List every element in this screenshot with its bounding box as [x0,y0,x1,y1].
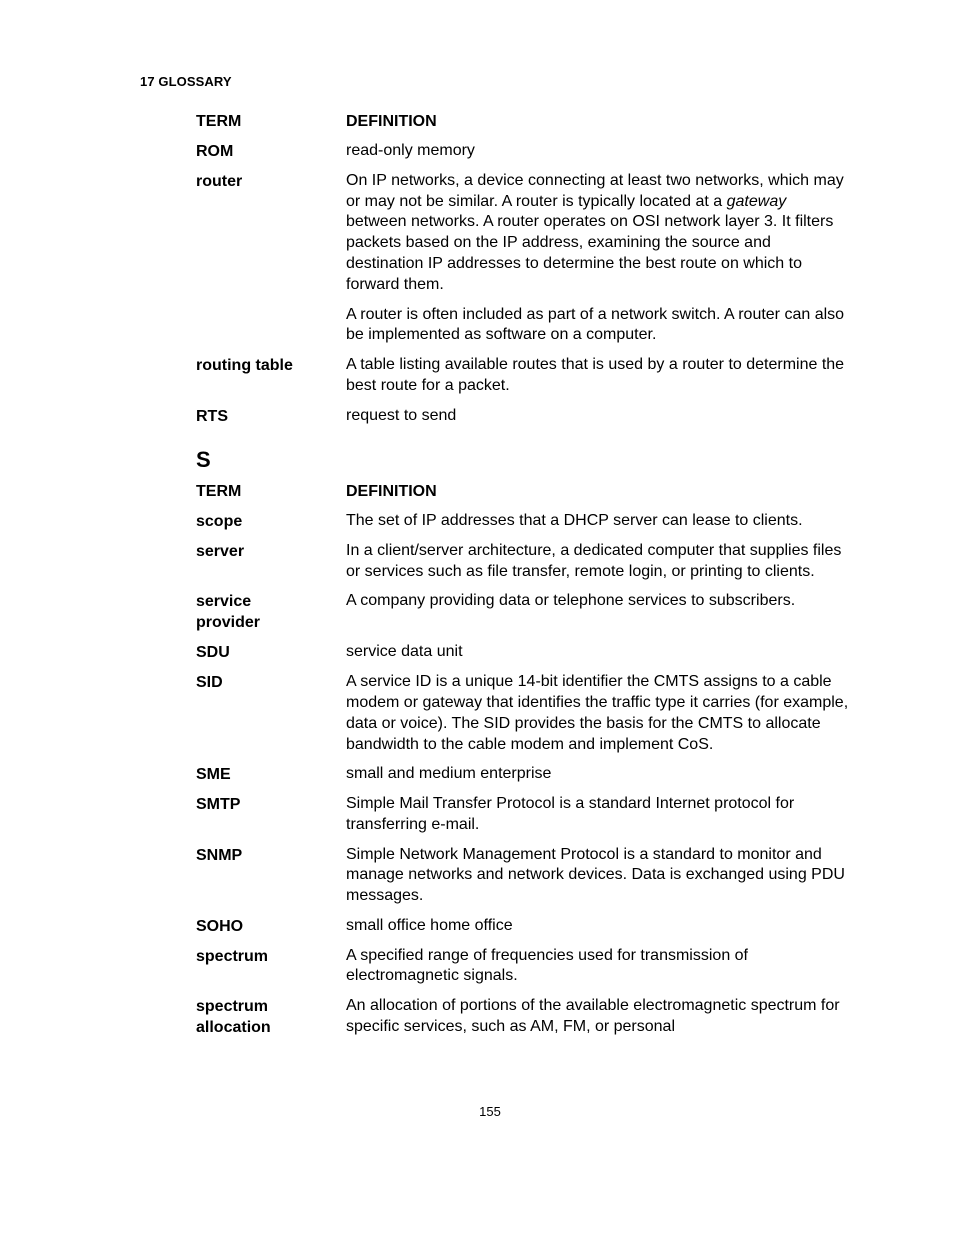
definition-paragraph: In a client/server architecture, a dedicated computer that supplies files or services such as file transfer, remote login, or printing to clients. [346,542,842,580]
definition-paragraph: read-only memory [346,142,475,159]
glossary-term: SDU [196,644,230,662]
definition-paragraph: Simple Mail Transfer Protocol is a standard Internet protocol for transferring e-mail. [346,795,795,833]
definition-paragraph: On IP networks, a device connecting at least two networks, which may or may not be similar. A router is typically located at a gateway between networks. A router operates on OSI network layer 3. It filters packets based on the IP address, examining the source and destination IP addresses to determine the best route on which to forward them. [346,172,844,293]
glossary-entry [196,946,850,987]
glossary-term: spectrum [196,947,269,965]
glossary-definition [346,845,850,907]
chapter-header: 17 GLOSSARY [140,74,232,89]
glossary-entry [196,511,850,532]
definition-paragraph: A table listing available routes that is used by a router to determine the best route for a packet. [346,356,845,394]
glossary-term: SID [196,674,223,692]
glossary-entry [196,764,850,785]
glossary-entry [196,541,850,582]
glossary-term: spectrum allocation [196,998,271,1037]
glossary-entry [196,171,850,346]
glossary-entry [196,591,850,633]
glossary-term: router [196,173,243,190]
definition-paragraph: The set of IP addresses that a DHCP server can lease to clients. [346,512,803,529]
section-letter-heading: S [196,447,211,472]
glossary-entry [196,845,850,907]
glossary-definition [346,672,850,755]
glossary-definition [346,764,850,785]
definition-paragraph: A router is often included as part of a network switch. A router can also be implemented as software on a computer. [346,305,845,344]
glossary-table-r [196,111,850,427]
glossary-entry [196,794,850,835]
glossary-term: service provider [196,593,261,632]
term-column-header: TERM [196,483,242,500]
glossary-definition [346,511,850,532]
glossary-definition [346,355,850,396]
glossary-entry [196,996,850,1038]
glossary-definition [346,141,850,162]
glossary-table-s [196,448,850,1038]
emphasized-term: gateway [726,192,787,210]
glossary-definition [346,591,850,612]
glossary-term: SOHO [196,917,244,935]
glossary-term: SNMP [196,846,243,864]
definition-paragraph: Simple Network Management Protocol is a standard to monitor and manage networks and network devices. Data is exchanged using PDU messages. [346,845,845,905]
glossary-definition [346,642,850,663]
glossary-definition [346,996,850,1037]
definition-paragraph: small office home office [346,916,513,934]
glossary-term: SME [196,766,231,784]
glossary-definition [346,916,850,937]
definition-paragraph: small and medium enterprise [346,765,552,783]
glossary-term: scope [196,513,243,530]
definition-column-header: DEFINITION [346,483,437,500]
page-number: 155 [479,1104,501,1119]
column-header-row [196,481,850,502]
definition-paragraph: request to send [346,406,457,424]
glossary-term: routing table [196,357,293,375]
glossary-definition [346,406,850,427]
glossary-term: RTS [196,407,228,425]
glossary-term: ROM [196,143,234,160]
definition-paragraph: service data unit [346,643,463,661]
glossary-entry [196,642,850,663]
glossary-entry [196,672,850,755]
definition-column-header: DEFINITION [346,113,437,130]
glossary-term: SMTP [196,796,241,814]
definition-paragraph: A specified range of frequencies used for transmission of electromagnetic signals. [346,946,748,985]
glossary-definition [346,171,850,346]
definition-paragraph: A service ID is a unique 14-bit identifier the CMTS assigns to a cable modem or gateway that identifies the traffic type it carries (for example, data or voice). The SID provides the basis for the CMTS to allocate bandwidth to the cable modem and implement CoS. [346,673,849,753]
definition-paragraph: A company providing data or telephone services to subscribers. [346,592,796,610]
glossary-term: server [196,543,245,560]
glossary-entry [196,406,850,427]
glossary-entry [196,141,850,162]
glossary-entry [196,916,850,937]
glossary-definition [346,541,850,582]
glossary-definition [346,794,850,835]
definition-paragraph: An allocation of portions of the available electromagnetic spectrum for specific services, such as AM, FM, or personal [346,997,840,1035]
column-header-row [196,111,850,132]
glossary-entry [196,355,850,396]
glossary-definition [346,946,850,987]
term-column-header: TERM [196,113,242,130]
